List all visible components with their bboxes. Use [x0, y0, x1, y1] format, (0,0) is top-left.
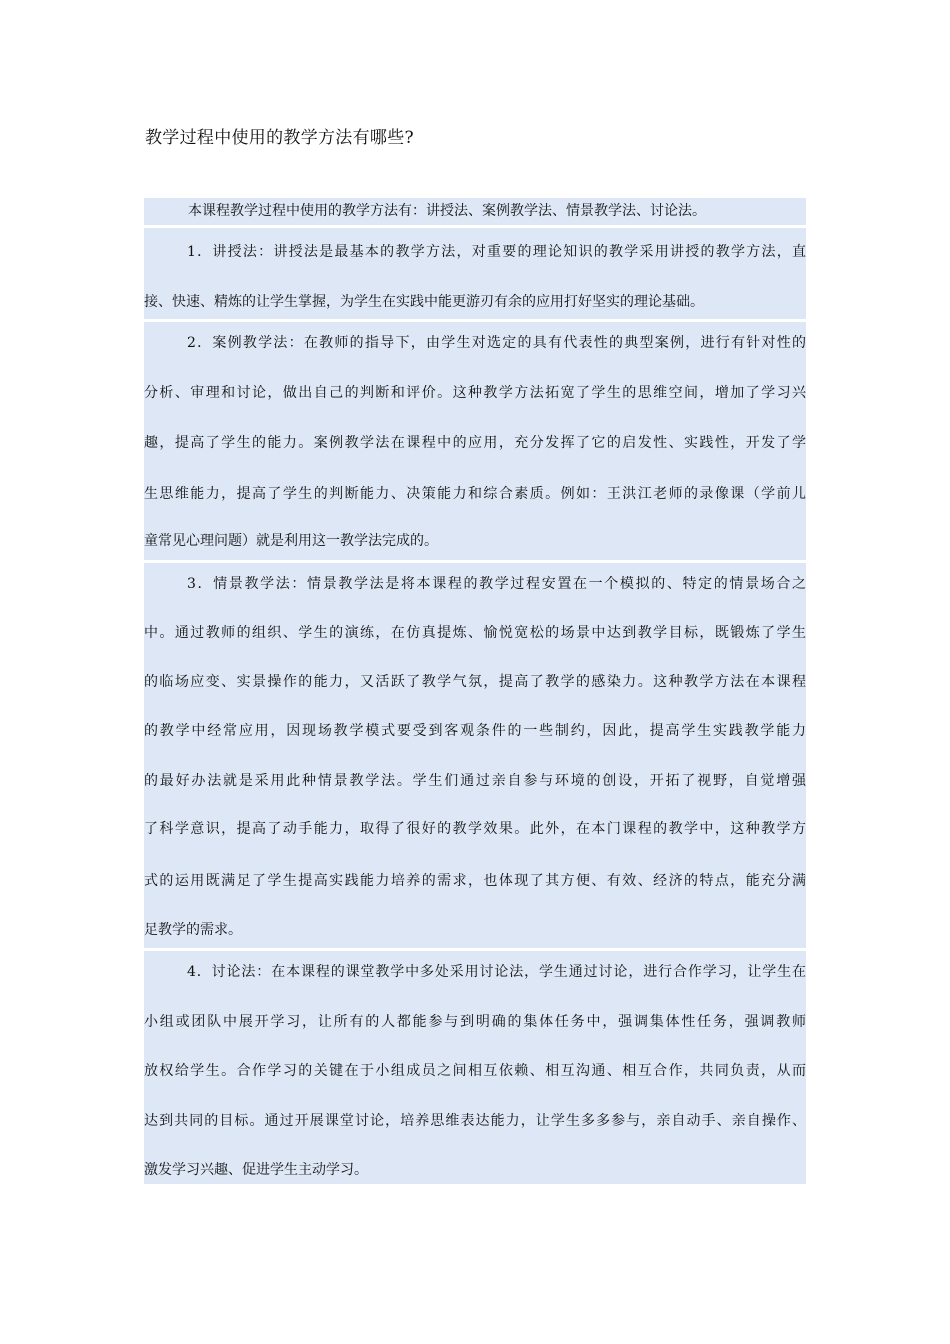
paragraph-2-line-4: 生思维能力，提高了学生的判断能力、决策能力和综合素质。例如：王洪江老师的录像课（学前儿 [144, 486, 806, 502]
paragraph-4-line-4: 达到共同的目标。通过开展课堂讨论，培养思维表达能力，让学生多多参与，亲自动手、亲自操作、 [144, 1113, 806, 1129]
intro-text: 本课程教学过程中使用的教学方法有：讲授法、案例教学法、情景教学法、讨论法。 [188, 203, 706, 219]
separator [144, 225, 806, 228]
paragraph-2-line-3: 趣，提高了学生的能力。案例教学法在课程中的应用，充分发挥了它的启发性、实践性，开发了学 [144, 435, 806, 451]
paragraph-2-line-2: 分析、审理和讨论，做出自己的判断和评价。这种教学方法拓宽了学生的思维空间，增加了学习兴 [144, 385, 806, 401]
paragraph-2-line-1: 2．案例教学法：在教师的指导下，由学生对选定的具有代表性的典型案例，进行有针对性的 [187, 335, 806, 351]
paragraph-4-line-2: 小组或团队中展开学习，让所有的人都能参与到明确的集体任务中，强调集体性任务，强调教师 [144, 1014, 806, 1030]
separator [144, 948, 806, 951]
paragraph-3-line-7: 式的运用既满足了学生提高实践能力培养的需求，也体现了其方便、有效、经济的特点，能充分满 [144, 873, 806, 889]
paragraph-4-line-1: 4．讨论法：在本课程的课堂教学中多处采用讨论法，学生通过讨论，进行合作学习，让学生在 [187, 964, 806, 980]
paragraph-2-line-5: 童常见心理问题）就是利用这一教学法完成的。 [144, 533, 438, 549]
paragraph-3-line-3: 的临场应变、实景操作的能力，又活跃了教学气氛，提高了教学的感染力。这种教学方法在本课程 [144, 674, 806, 690]
paragraph-3-line-2: 中。通过教师的组织、学生的演练，在仿真提炼、愉悦宽松的场景中达到教学目标，既锻炼了学生 [144, 625, 806, 641]
page-title: 教学过程中使用的教学方法有哪些? [145, 128, 414, 148]
paragraph-3-line-5: 的最好办法就是采用此种情景教学法。学生们通过亲自参与环境的创设，开拓了视野，自觉增强 [144, 773, 806, 789]
paragraph-3-line-1: 3．情景教学法：情景教学法是将本课程的教学过程安置在一个模拟的、特定的情景场合之 [187, 576, 806, 592]
separator [144, 319, 806, 322]
paragraph-1-line-1: 1．讲授法：讲授法是最基本的教学方法，对重要的理论知识的教学采用讲授的教学方法，直 [187, 244, 806, 260]
paragraph-3-line-6: 了科学意识，提高了动手能力，取得了很好的教学效果。此外，在本门课程的教学中，这种教学方 [144, 821, 806, 837]
paragraph-1-line-2: 接、快速、精炼的让学生掌握，为学生在实践中能更游刃有余的应用打好坚实的理论基础。 [144, 294, 704, 310]
separator [144, 560, 806, 563]
paragraph-3-line-4: 的教学中经常应用，因现场教学模式要受到客观条件的一些制约，因此，提高学生实践教学能力 [144, 723, 806, 739]
paragraph-4-line-3: 放权给学生。合作学习的关键在于小组成员之间相互依赖、相互沟通、相互合作，共同负责，从而 [144, 1063, 806, 1079]
paragraph-3-line-8: 足教学的需求。 [144, 922, 242, 938]
paragraph-4-line-5: 激发学习兴趣、促进学生主动学习。 [144, 1162, 368, 1178]
